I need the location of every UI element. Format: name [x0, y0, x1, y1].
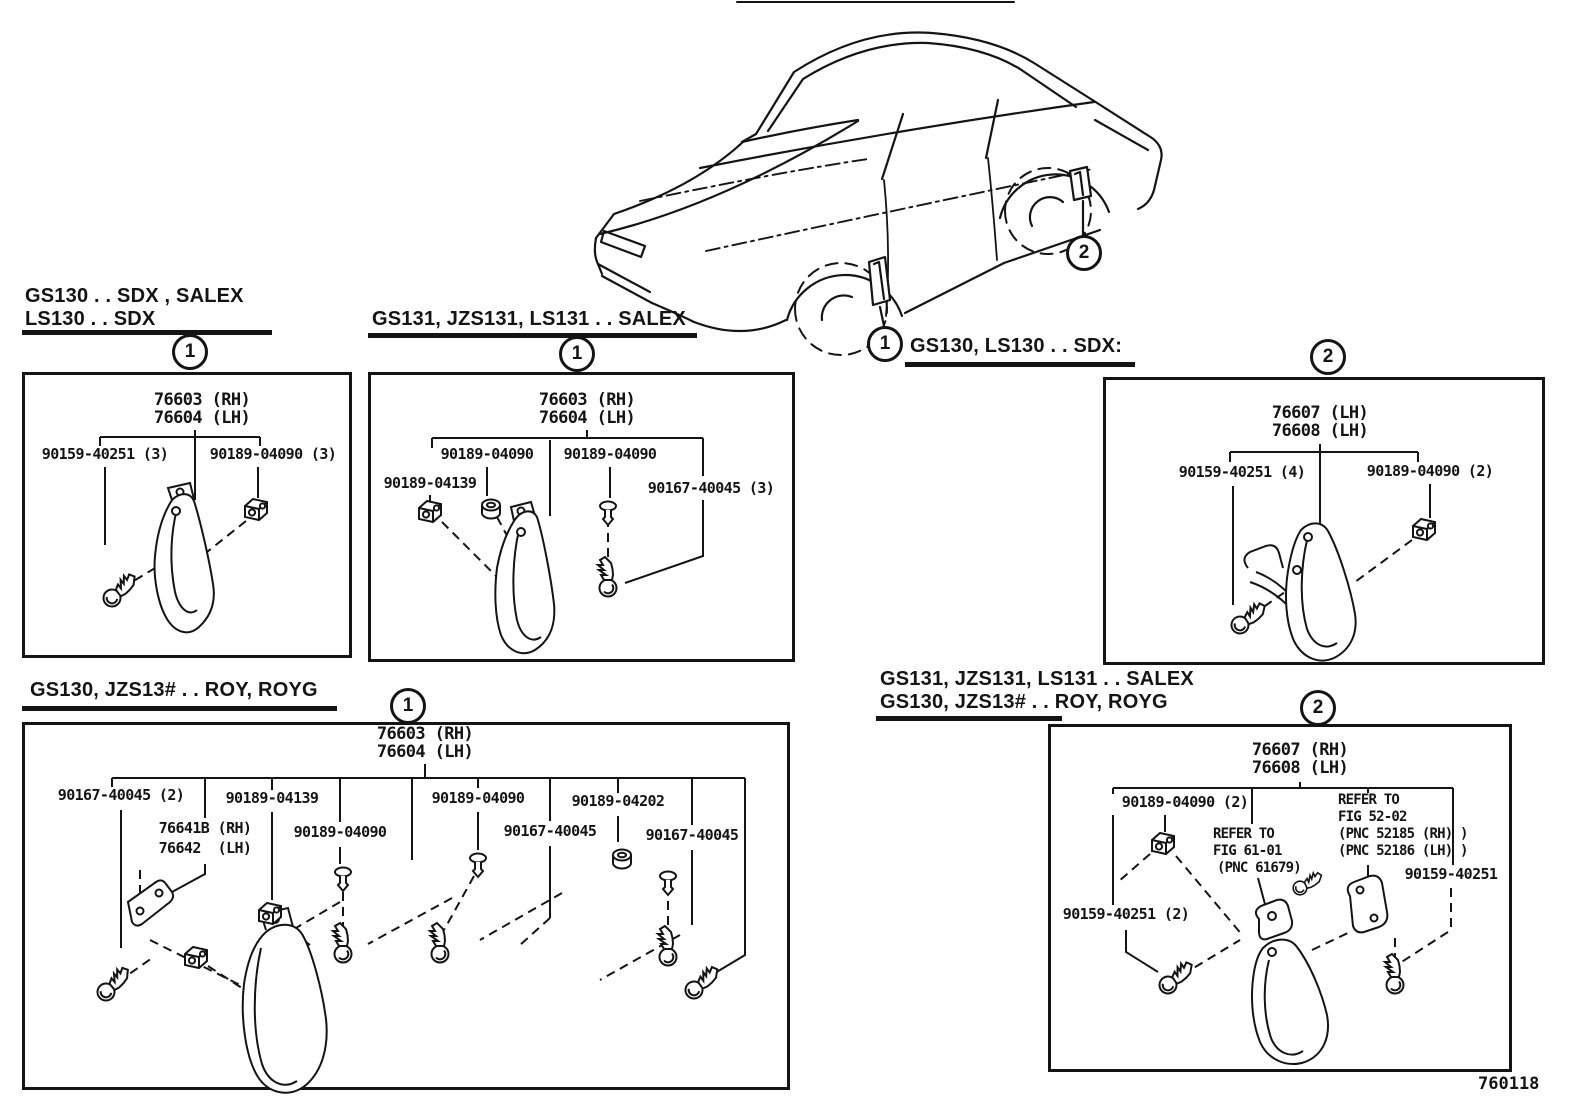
panel4-linework — [93, 764, 745, 1093]
car-drawing — [595, 2, 1162, 355]
car-rear-mudguard — [1070, 167, 1091, 200]
part-number: 90189-04139 — [383, 474, 477, 492]
clip-nut-drawing — [419, 501, 441, 522]
grommet-drawing — [482, 500, 500, 519]
panel5-header-rule — [876, 716, 1062, 721]
part-number: 90167-40045 — [503, 822, 597, 840]
panel3-callout: 2 — [1310, 339, 1346, 375]
clip-nut-drawing — [245, 499, 267, 520]
panel5-header-line1: GS131, JZS131, LS131 . . SALEX — [880, 668, 1194, 690]
part-number: 76641B (RH) — [158, 819, 252, 837]
refer-note-line: FIG 61-01 — [1213, 843, 1282, 859]
panel1-callout: 1 — [172, 334, 208, 370]
retainer-plate-drawing — [128, 880, 173, 925]
part-number: 76603 (RH) — [153, 390, 251, 410]
part-number: 76604 (LH) — [538, 408, 636, 428]
part-number: 90159-40251 (3) — [41, 445, 169, 463]
part-number: 76603 (RH) — [376, 724, 474, 744]
part-number: 90189-04090 (3) — [209, 445, 337, 463]
panel2-linework — [419, 430, 703, 653]
refer-note-line: (PNC 52185 (RH) ) — [1338, 826, 1468, 842]
part-number: 76607 (RH) — [1251, 740, 1349, 760]
refer-note-line: (PNC 52186 (LH) ) — [1338, 843, 1468, 859]
mudguard-bracket-61679-drawing — [1256, 900, 1292, 940]
panel3-header: GS130, LS130 . . SDX: — [910, 335, 1123, 357]
part-number: 90167-40045 (2) — [57, 786, 185, 804]
clip-nut-drawing — [1413, 519, 1435, 540]
refer-note-line: (PNC 61679) — [1217, 860, 1301, 876]
panel2-callout: 1 — [559, 336, 595, 372]
leader-to-callout-1 — [880, 307, 884, 326]
rivet-drawing — [470, 854, 486, 878]
panel2-header: GS131, JZS131, LS131 . . SALEX — [372, 308, 686, 330]
screw-drawing — [1385, 954, 1404, 994]
part-number: 76604 (LH) — [376, 742, 474, 762]
part-number: 90159-40251 (4) — [1178, 463, 1306, 481]
part-number: 76608 (LH) — [1251, 758, 1349, 778]
mudguard-stay-52185-drawing — [1348, 876, 1388, 933]
screw-drawing — [1227, 600, 1270, 637]
screw-drawing — [681, 964, 724, 1002]
rivet-drawing — [600, 502, 616, 526]
refer-note-line: REFER TO — [1213, 826, 1275, 842]
screw-drawing — [93, 964, 135, 1004]
clip-nut-drawing — [259, 903, 281, 924]
screw-drawing — [333, 923, 352, 963]
panel5-callout: 2 — [1300, 690, 1336, 726]
mudflap-drawing — [495, 502, 554, 653]
part-number: 90189-04090 — [563, 445, 657, 463]
car-rear-callout: 2 — [1066, 235, 1102, 271]
mudflap-drawing — [1252, 940, 1328, 1064]
mudflap-drawing — [1286, 523, 1356, 660]
rivet-drawing — [660, 872, 676, 896]
mudflap-drawing — [243, 908, 327, 1093]
part-number: 90167-40045 (3) — [647, 479, 775, 497]
part-number: 76603 (RH) — [538, 390, 636, 410]
part-number: 76604 (LH) — [153, 408, 251, 428]
refer-note-line: REFER TO — [1338, 792, 1400, 808]
car-front-callout: 1 — [867, 326, 903, 362]
panel1-header-line1: GS130 . . SDX , SALEX — [25, 285, 244, 307]
refer-note-line: FIG 52-02 — [1338, 809, 1407, 825]
part-number: 90189-04090 — [293, 823, 387, 841]
figure-code: 760118 — [1478, 1074, 1540, 1094]
panel1-header-line2: LS130 . . SDX — [25, 308, 156, 330]
part-number: 90189-04090 — [431, 789, 525, 807]
part-number: 90167-40045 — [645, 826, 739, 844]
screw-drawing — [99, 571, 142, 610]
panel3-header-rule — [905, 362, 1135, 367]
screw-drawing — [1155, 959, 1198, 997]
clip-nut-drawing — [185, 947, 207, 968]
clip-nut-drawing — [1152, 833, 1174, 854]
panel2-header-rule — [368, 333, 697, 338]
part-number: 90189-04139 — [225, 789, 319, 807]
screw-drawing — [598, 557, 617, 597]
panel4-header: GS130, JZS13# . . ROY, ROYG — [30, 679, 318, 701]
part-number: 90159-40251 (2) — [1062, 905, 1190, 923]
part-number: 90159-40251 — [1404, 865, 1498, 883]
car-front-mudguard — [869, 257, 890, 305]
mudflap-drawing — [155, 483, 214, 632]
panel4-callout: 1 — [390, 688, 426, 724]
part-number: 76608 (LH) — [1271, 421, 1369, 441]
part-number: 90189-04202 — [571, 792, 665, 810]
panel4-header-rule — [22, 706, 337, 711]
part-number: 76607 (LH) — [1271, 403, 1369, 423]
part-number: 90189-04090 — [440, 445, 534, 463]
part-number: 76642 (LH) — [158, 839, 252, 857]
panel5-header-line2: GS130, JZS13# . . ROY, ROYG — [880, 691, 1168, 713]
part-number: 90189-04090 (2) — [1121, 793, 1249, 811]
panel1-header-rule — [22, 330, 272, 335]
part-number: 90189-04090 (2) — [1366, 462, 1494, 480]
rivet-drawing — [335, 868, 351, 892]
screw-drawing — [430, 923, 449, 963]
grommet-drawing — [613, 850, 631, 869]
